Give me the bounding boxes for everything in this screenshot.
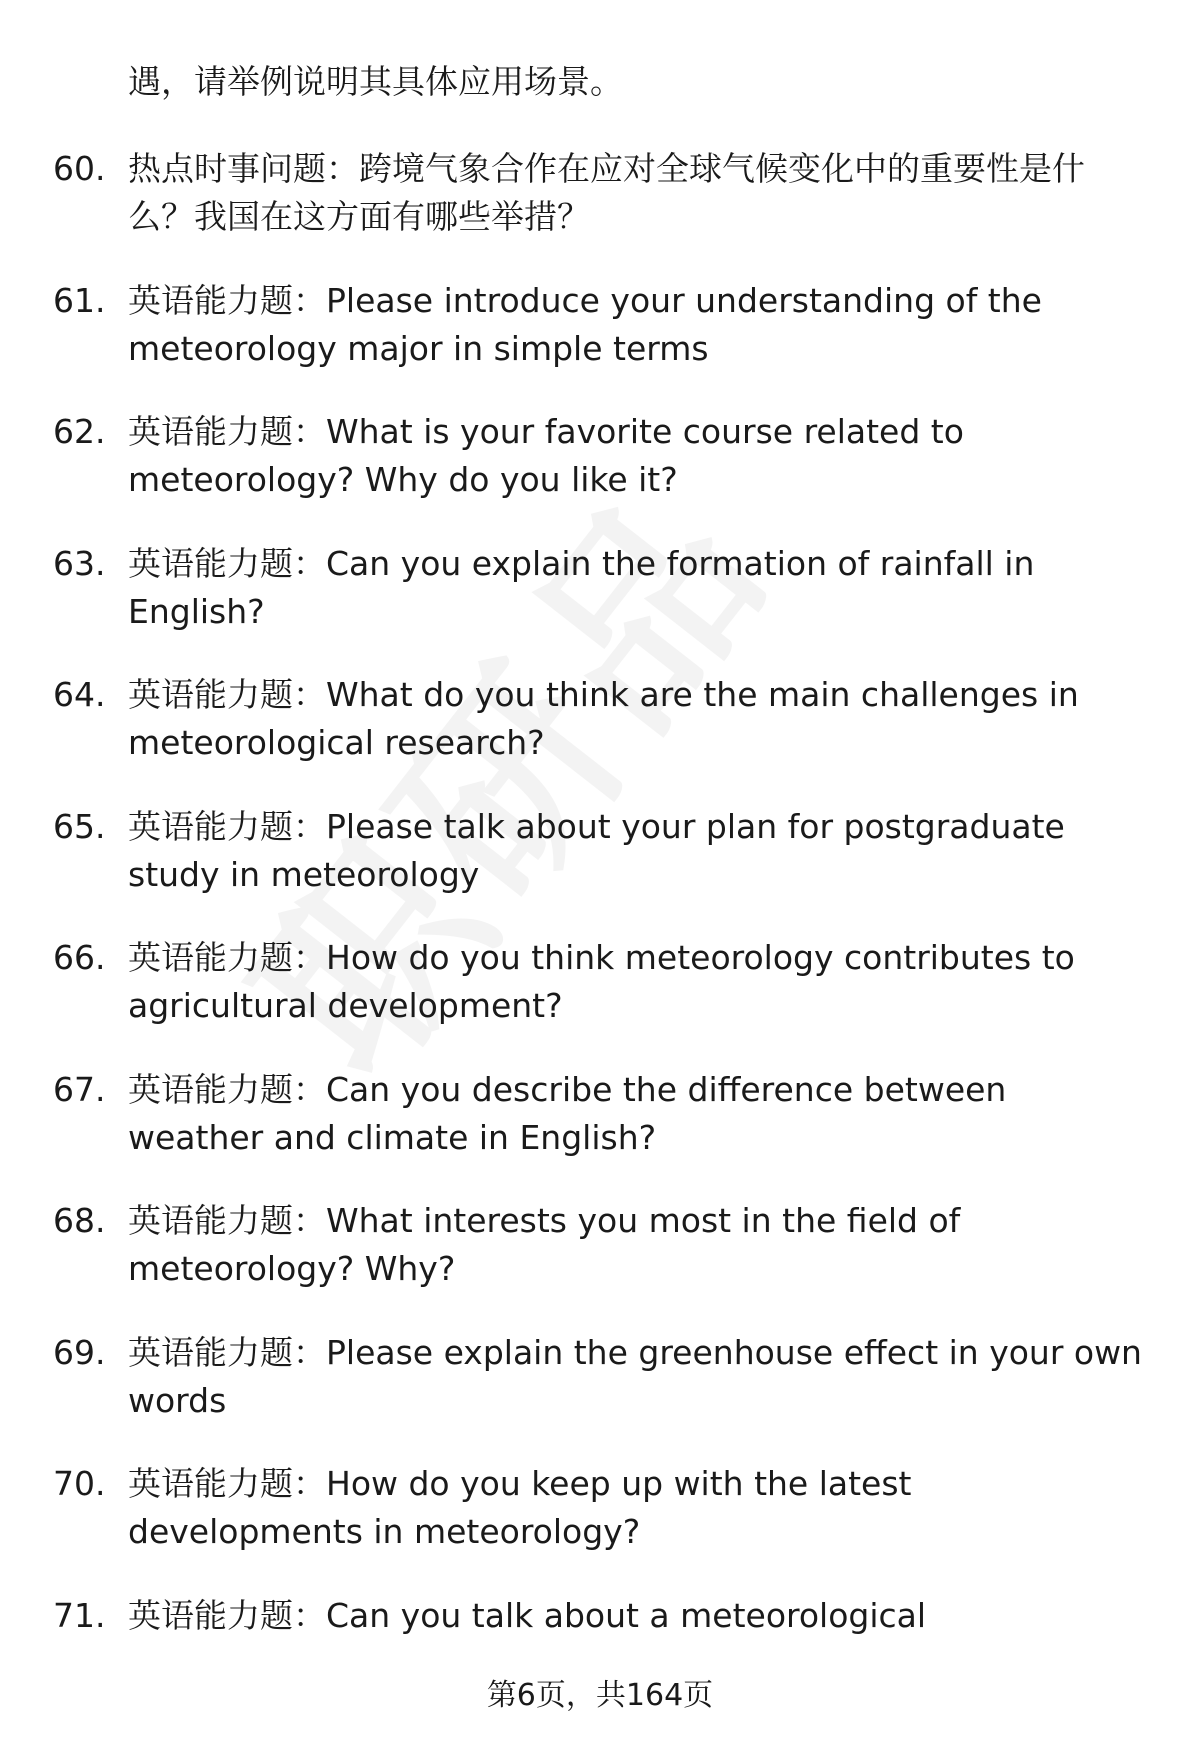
question-number: 65. [53, 806, 106, 846]
question-text: 英语能力题：Can you explain the formation of rainfall in English? [128, 543, 1035, 631]
question-number: 67. [53, 1069, 106, 1109]
list-item [0, 803, 1200, 935]
question-text: 英语能力题：What is your favorite course related to meteorology? Why do you like it? [128, 412, 964, 499]
list-item [0, 1197, 1200, 1329]
question-text: 英语能力题：What do you think are the main challenges in meteorological research? [128, 675, 1079, 762]
question-list [0, 145, 1200, 1723]
question-number: 66. [53, 938, 106, 977]
question-number: 71. [53, 1595, 106, 1635]
list-item [0, 540, 1200, 672]
list-item [0, 277, 1200, 409]
question-number: 61. [53, 280, 106, 320]
question-text: 英语能力题：What interests you most in the field of meteorology? Why? [128, 1201, 961, 1288]
question-text: 英语能力题：Can you describe the difference between weather and climate in English? [128, 1069, 1007, 1157]
list-item [0, 145, 1200, 277]
question-number: 60. [53, 149, 106, 188]
question-number: 68. [53, 1201, 106, 1240]
question-number: 63. [53, 543, 106, 583]
question-text: 热点时事问题：跨境气象合作在应对全球气候变化中的重要性是什么？我国在这方面有哪些举措？ [128, 149, 1085, 236]
question-text: 英语能力题：How do you think meteorology contributes to agricultural development? [128, 938, 1075, 1025]
question-text: 英语能力题：Please explain the greenhouse effect in your own words [128, 1332, 1142, 1420]
list-item [0, 934, 1200, 1066]
question-text: 英语能力题：Please introduce your understanding of the meteorology major in simple terms [128, 280, 1042, 368]
question-number: 70. [53, 1464, 106, 1503]
list-item [0, 1066, 1200, 1198]
question-number: 64. [53, 675, 106, 714]
continuation-text: 遇，请举例说明其具体应用场景。 [128, 62, 623, 101]
list-item [0, 408, 1200, 540]
list-item [0, 1460, 1200, 1592]
list-item [0, 671, 1200, 803]
page-footer: 第6页，共164页 [486, 1678, 714, 1713]
question-text: 英语能力题：Please talk about your plan for postgraduate study in meteorology [128, 806, 1065, 894]
question-text: 英语能力题：How do you keep up with the latest developments in meteorology? [128, 1464, 912, 1551]
question-text: 英语能力题：Can you talk about a meteorological [128, 1595, 927, 1635]
question-number: 62. [53, 412, 106, 451]
list-item [0, 1329, 1200, 1461]
question-number: 69. [53, 1332, 106, 1372]
